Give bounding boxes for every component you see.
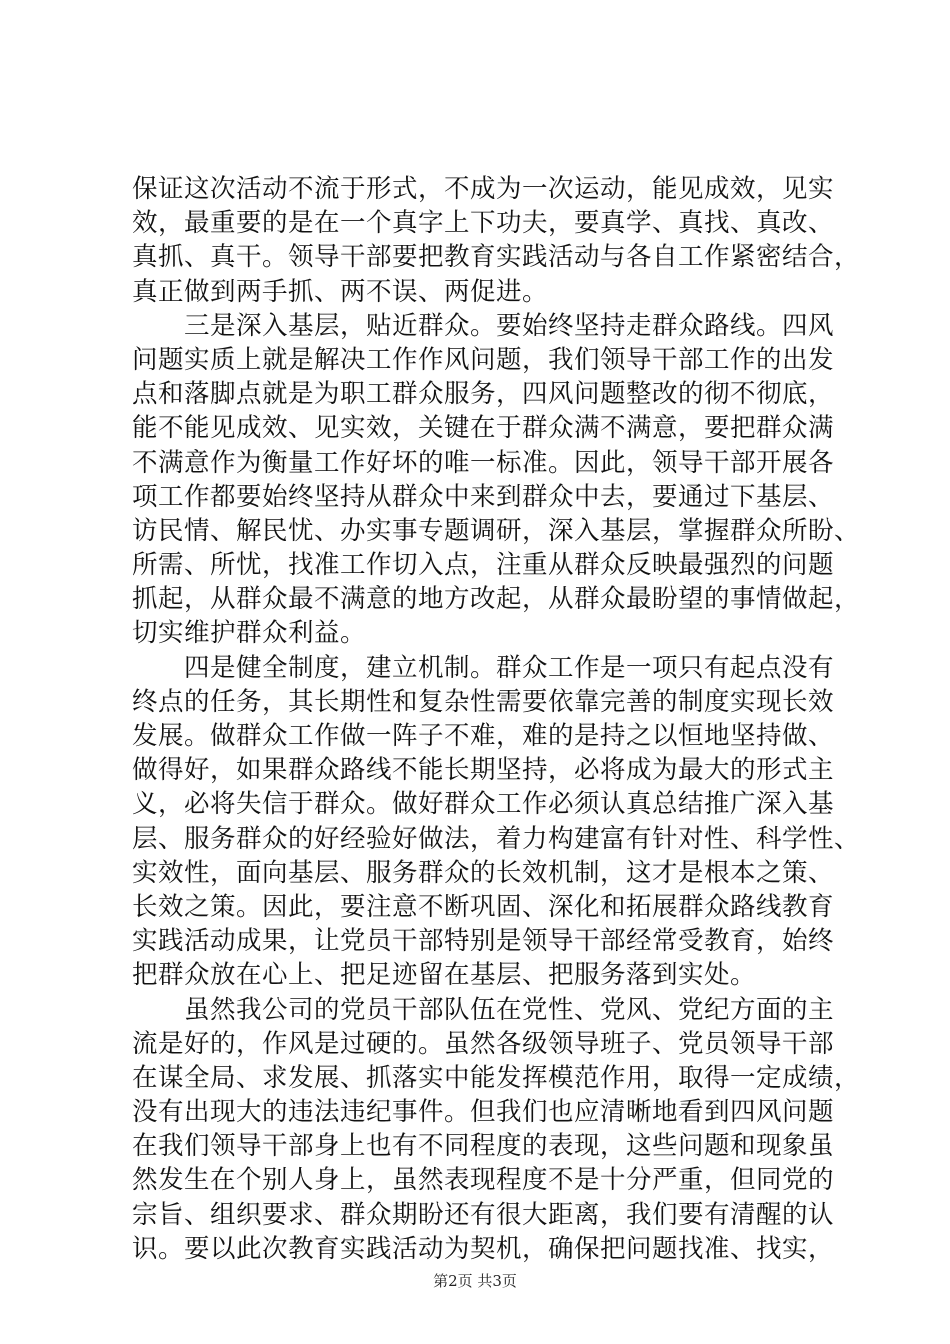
text-line: 四是健全制度，建立机制。群众工作是一项只有起点没有: [184, 652, 835, 683]
text-line: 真正做到两手抓、两不误、两促进。: [132, 276, 549, 307]
text-line: 终点的任务，其长期性和复杂性需要依靠完善的制度实现长效: [132, 686, 835, 717]
text-line: 在谋全局、求发展、抓落实中能发挥模范作用，取得一定成绩，: [132, 1062, 861, 1093]
text-line: 效，最重要的是在一个真字上下功夫，要真学、真找、真改、: [132, 208, 835, 239]
text-line: 点和落脚点就是为职工群众服务，四风问题整改的彻不彻底，: [132, 379, 835, 410]
page-footer: 第2页 共3页: [433, 1272, 517, 1290]
text-line: 没有出现大的违法违纪事件。但我们也应清晰地看到四风问题: [132, 1097, 835, 1128]
text-line: 访民情、解民忧、办实事专题调研，深入基层，掌握群众所盼、: [132, 515, 861, 546]
text-line: 切实维护群众利益。: [132, 618, 367, 649]
text-line: 问题实质上就是解决工作作风问题，我们领导干部工作的出发: [132, 344, 835, 375]
text-line: 实效性，面向基层、服务群众的长效机制，这才是根本之策、: [132, 857, 835, 888]
text-line: 不满意作为衡量工作好坏的唯一标准。因此，领导干部开展各: [132, 447, 835, 478]
text-line: 识。要以此次教育实践活动为契机，确保把问题找准、找实，: [132, 1233, 835, 1264]
text-line: 实践活动成果，让党员干部特别是领导干部经常受教育，始终: [132, 926, 835, 957]
document-body: [132, 172, 861, 1266]
text-line: 层、服务群众的好经验好做法，着力构建富有针对性、科学性、: [132, 823, 861, 854]
text-line: 抓起，从群众最不满意的地方改起，从群众最盼望的事情做起，: [132, 584, 861, 615]
text-line: 三是深入基层，贴近群众。要始终坚持走群众路线。四风: [184, 310, 835, 341]
text-line: 宗旨、组织要求、群众期盼还有很大距离，我们要有清醒的认: [132, 1199, 835, 1230]
text-line: 然发生在个别人身上，虽然表现程度不是十分严重，但同党的: [132, 1165, 835, 1196]
text-line: 把群众放在心上、把足迹留在基层、把服务落到实处。: [132, 960, 757, 991]
text-line: 能不能见成效、见实效，关键在于群众满不满意，要把群众满: [132, 413, 835, 444]
text-line: 所需、所忧，找准工作切入点，注重从群众反映最强烈的问题: [132, 550, 835, 581]
text-line: 在我们领导干部身上也有不同程度的表现，这些问题和现象虽: [132, 1131, 835, 1162]
text-line: 发展。做群众工作做一阵子不难，难的是持之以恒地坚持做、: [132, 721, 835, 751]
text-line: 流是好的，作风是过硬的。虽然各级领导班子、党员领导干部: [132, 1028, 835, 1059]
text-line: 义，必将失信于群众。做好群众工作必须认真总结推广深入基: [132, 789, 835, 820]
text-line: 项工作都要始终坚持从群众中来到群众中去，要通过下基层、: [132, 481, 835, 512]
text-line: 保证这次活动不流于形式，不成为一次运动，能见成效，见实: [132, 174, 835, 204]
text-line: 真抓、真干。领导干部要把教育实践活动与各自工作紧密结合，: [132, 242, 861, 273]
text-line: 做得好，如果群众路线不能长期坚持，必将成为最大的形式主: [132, 755, 835, 786]
text-line: 长效之策。因此，要注意不断巩固、深化和拓展群众路线教育: [132, 891, 835, 922]
text-line: 虽然我公司的党员干部队伍在党性、党风、党纪方面的主: [184, 994, 835, 1025]
